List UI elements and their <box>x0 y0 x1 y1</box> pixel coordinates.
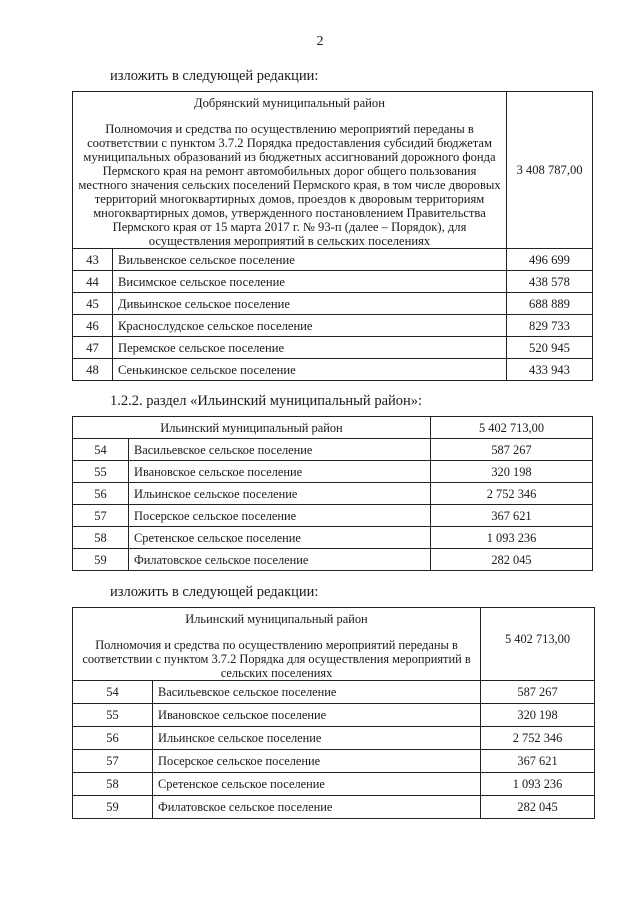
settlement-amount: 1 093 236 <box>481 773 595 796</box>
row-number: 46 <box>73 315 113 337</box>
row-number: 47 <box>73 337 113 359</box>
table-row <box>73 461 593 483</box>
settlement-name: Вильвенское сельское поселение <box>113 249 507 271</box>
page-number: 2 <box>316 34 324 49</box>
settlement-amount: 433 943 <box>507 359 593 381</box>
table-row <box>73 249 593 271</box>
table-row <box>73 773 595 796</box>
heading-section-ilinsky: 1.2.2. раздел «Ильинский муниципальный район»: <box>110 393 423 409</box>
settlement-name: Ильинское сельское поселение <box>129 483 431 505</box>
settlement-name: Ивановское сельское поселение <box>129 461 431 483</box>
district-total: 3 408 787,00 <box>507 92 593 249</box>
settlement-amount: 829 733 <box>507 315 593 337</box>
table-row <box>73 439 593 461</box>
district-total: 5 402 713,00 <box>431 417 593 439</box>
settlement-name: Филатовское сельское поселение <box>129 549 431 571</box>
district-header-cell <box>73 92 507 249</box>
table-row <box>73 271 593 293</box>
settlement-amount: 367 621 <box>431 505 593 527</box>
row-number: 58 <box>73 773 153 796</box>
table-row <box>73 505 593 527</box>
settlement-amount: 2 752 346 <box>431 483 593 505</box>
row-number: 54 <box>73 439 129 461</box>
settlement-amount: 320 198 <box>431 461 593 483</box>
row-number: 43 <box>73 249 113 271</box>
row-number: 59 <box>73 796 153 819</box>
row-number: 56 <box>73 483 129 505</box>
table-row <box>73 681 595 704</box>
settlement-name: Дивьинское сельское поселение <box>113 293 507 315</box>
settlement-amount: 520 945 <box>507 337 593 359</box>
district-header-cell <box>73 608 481 681</box>
settlement-name: Сретенское сельское поселение <box>153 773 481 796</box>
row-number: 58 <box>73 527 129 549</box>
settlement-amount: 2 752 346 <box>481 727 595 750</box>
settlement-amount: 282 045 <box>431 549 593 571</box>
settlement-amount: 496 699 <box>507 249 593 271</box>
table-row <box>73 796 595 819</box>
row-number: 44 <box>73 271 113 293</box>
district-title: Ильинский муниципальный район <box>185 612 368 626</box>
table-ilinsky-old <box>72 416 593 571</box>
row-number: 57 <box>73 505 129 527</box>
settlement-amount: 438 578 <box>507 271 593 293</box>
table-row <box>73 704 595 727</box>
settlement-name: Ильинское сельское поселение <box>153 727 481 750</box>
table-row <box>73 293 593 315</box>
row-number: 48 <box>73 359 113 381</box>
table-row <box>73 549 593 571</box>
table-ilinsky-new <box>72 607 595 819</box>
district-total: 5 402 713,00 <box>481 608 595 681</box>
table-row <box>73 315 593 337</box>
district-title: Ильинский муниципальный район <box>73 417 431 439</box>
settlement-name: Висимское сельское поселение <box>113 271 507 293</box>
settlement-name: Посерское сельское поселение <box>129 505 431 527</box>
settlement-amount: 587 267 <box>481 681 595 704</box>
settlement-name: Ивановское сельское поселение <box>153 704 481 727</box>
table-row <box>73 483 593 505</box>
settlement-amount: 367 621 <box>481 750 595 773</box>
settlement-name: Филатовское сельское поселение <box>153 796 481 819</box>
district-title: Добрянский муниципальный район <box>194 96 385 110</box>
table-row <box>73 750 595 773</box>
table-row <box>73 527 593 549</box>
settlement-amount: 587 267 <box>431 439 593 461</box>
powers-description: Полномочия и средства по осуществлению мероприятий переданы в соответствии с пунктом 3.7.2 Порядка для осуществления мероприятий в сельских поселениях <box>82 638 471 680</box>
settlement-name: Перемское сельское поселение <box>113 337 507 359</box>
row-number: 57 <box>73 750 153 773</box>
settlement-amount: 1 093 236 <box>431 527 593 549</box>
settlement-name: Посерское сельское поселение <box>153 750 481 773</box>
settlement-name: Сретенское сельское поселение <box>129 527 431 549</box>
settlement-amount: 282 045 <box>481 796 595 819</box>
row-number: 45 <box>73 293 113 315</box>
table-dobryansky <box>72 91 593 381</box>
row-number: 55 <box>73 704 153 727</box>
heading-amend-2: изложить в следующей редакции: <box>110 584 319 600</box>
settlement-name: Васильевское сельское поселение <box>153 681 481 704</box>
settlement-amount: 320 198 <box>481 704 595 727</box>
row-number: 54 <box>73 681 153 704</box>
settlement-amount: 688 889 <box>507 293 593 315</box>
settlement-name: Сенькинское сельское поселение <box>113 359 507 381</box>
table-row <box>73 337 593 359</box>
row-number: 56 <box>73 727 153 750</box>
heading-amend-1: изложить в следующей редакции: <box>110 68 319 84</box>
settlement-name: Краснослудское сельское поселение <box>113 315 507 337</box>
row-number: 55 <box>73 461 129 483</box>
table-row <box>73 727 595 750</box>
settlement-name: Васильевское сельское поселение <box>129 439 431 461</box>
row-number: 59 <box>73 549 129 571</box>
powers-description: Полномочия и средства по осуществлению мероприятий переданы в соответствии с пунктом 3.7.2 Порядка предоставления субсидий бюджетам муниципальных образований из бюджетных ассигнований дорожного фонда Пермского края на ремонт автомобильных дорог общего пользования местного значения сельских поселений Пермского края, в том числе дворовых территорий многоквартирных домов, проездов к дворовым территориям многоквартирных домов, утвержденного постановлением Правительства Пермского края от 15 марта 2017 г. № 93-п (далее – Порядок), для осуществления мероприятий в сельских поселениях <box>78 122 501 248</box>
table-row <box>73 359 593 381</box>
